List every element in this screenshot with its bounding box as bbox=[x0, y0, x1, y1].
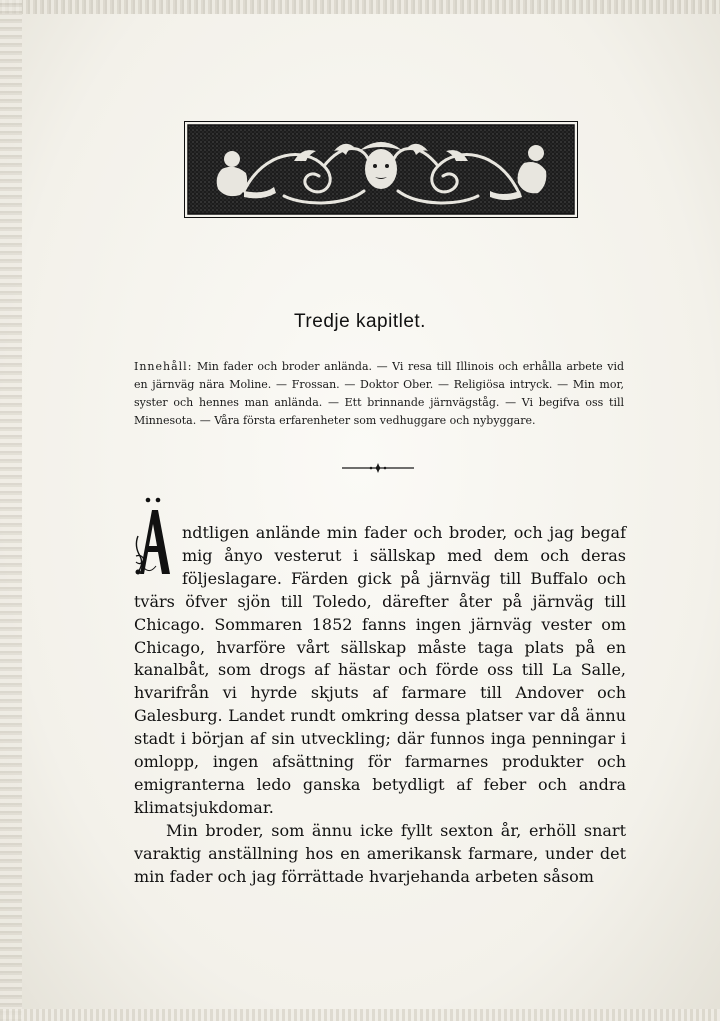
scan-edge-top bbox=[0, 0, 720, 14]
scan-edge-bottom bbox=[0, 1009, 720, 1021]
contents-text: Min fader och broder anlända. — Vi resa till Illinois och erhålla arbete vid en järnväg nära Moline. — Frossan. — Doktor Ober. — Religiösa intryck. — Min mor, syster och hennes man anlända. — Ett brinnande järnvägståg. — Vi begifva oss till Minnesota. — Våra första erfarenheter som vedhuggare och nybyggare. bbox=[134, 360, 624, 427]
paragraph-1-text: ndtligen anlände min fader och broder, och jag begaf mig ånyo vesterut i sällskap med dem och deras följeslagare. Färden gick på järnväg till Buffalo och tvärs öfver sjön till Toledo, därefter åter på järnväg till Chicago. Sommaren 1852 fanns ingen järnväg vester om Chicago, hvarföre vårt sällskap måste taga plats på en kanalbåt, som drogs af hästar och förde oss till La Salle, hvarifrån vi hyrde skjuts af farmare till Andover och Galesburg. Landet rundt omkring dessa platser var då ännu stadt i början af sin utveckling; där funnos inga penningar i omlopp, ingen afsättning för farmarnes produkter och emigranterna ledo ganska betydligt af feber och andra klimatsjukdomar. bbox=[134, 523, 626, 817]
chapter-contents-summary bbox=[134, 358, 624, 430]
ornamental-divider bbox=[340, 461, 416, 475]
chapter-title: Tredje kapitlet. bbox=[294, 311, 426, 332]
headpiece-illustration bbox=[184, 121, 578, 218]
scan-edge-left bbox=[0, 0, 22, 1021]
paragraph-1 bbox=[134, 522, 626, 820]
paragraph-2: Min broder, som ännu icke fyllt sexton år, erhöll snart varaktig anställning hos en amerikansk farmare, under det min fader och jag förrättade hvarjehanda arbeten såsom bbox=[134, 820, 626, 886]
drop-cap-graphic bbox=[134, 496, 174, 582]
drop-cap-initial bbox=[134, 496, 174, 583]
drop-cap-letter: Ä bbox=[154, 582, 155, 583]
contents-label: Innehåll: bbox=[134, 360, 193, 373]
ornamental-headpiece bbox=[184, 121, 578, 218]
chapter-body bbox=[134, 522, 626, 889]
